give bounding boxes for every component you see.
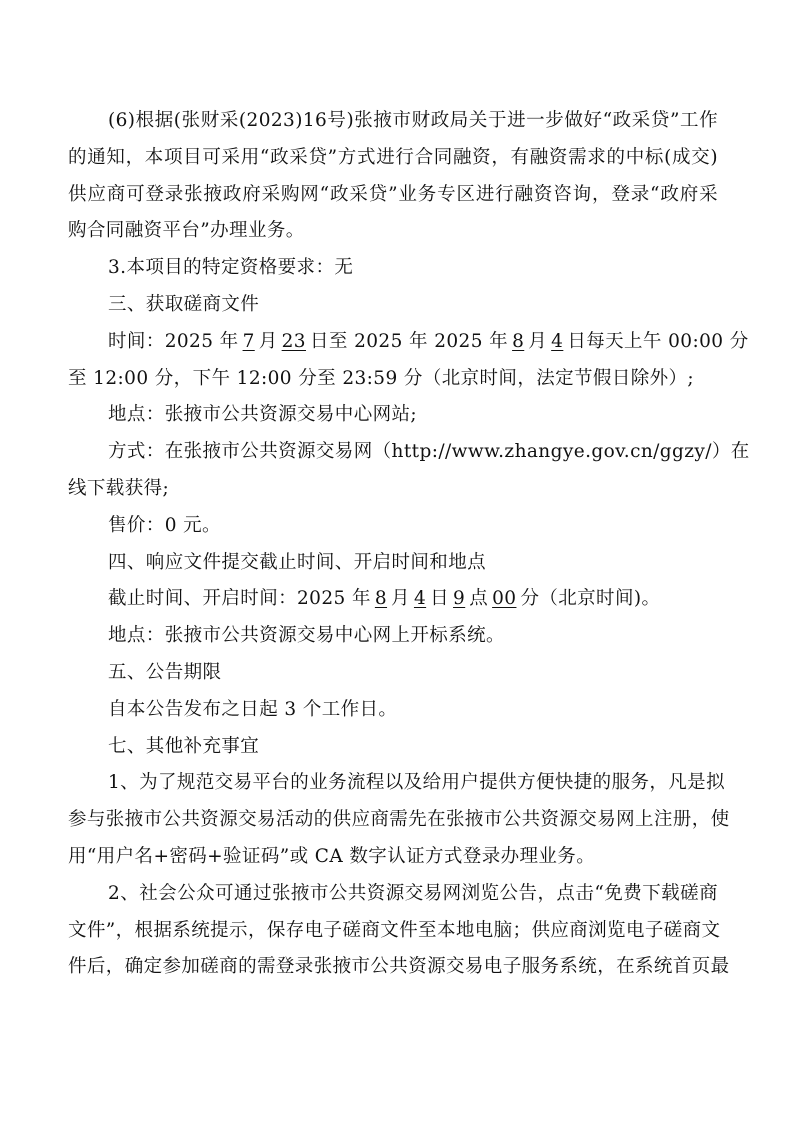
paragraph-line: 参与张掖市公共资源交易活动的供应商需先在张掖市公共资源交易网上注册，使 — [68, 809, 730, 831]
deadline-text: 点 — [469, 588, 489, 610]
section-heading-5: 五、公告期限 — [108, 661, 222, 683]
end-month: 8 — [512, 330, 525, 352]
section-heading-3: 三、获取磋商文件 — [108, 293, 260, 315]
deadline-month: 8 — [374, 588, 388, 610]
price-line: 售价：0 元。 — [108, 514, 221, 536]
time-line — [68, 324, 749, 361]
paragraph-line: 2、社会公众可通过张掖市公共资源交易网浏览公告，点击“免费下载磋商 — [108, 882, 718, 904]
section-heading-4: 四、响应文件提交截止时间、开启时间和地点 — [108, 551, 487, 573]
time-prefix: 时间：2025 年 — [108, 330, 239, 352]
paragraph-line: 用“用户名+密码+验证码”或 CA 数字认证方式登录办理业务。 — [68, 845, 596, 867]
paragraph-line: 件后，确定参加磋商的需登录张掖市公共资源交易电子服务系统，在系统首页最 — [68, 956, 730, 978]
paragraph-line: 的通知，本项目可采用“政采贷”方式进行合同融资，有融资需求的中标(成交) — [68, 146, 718, 168]
time-text: 月 — [528, 330, 548, 352]
time-text: 月 — [258, 330, 278, 352]
notice-period-line: 自本公告发布之日起 3 个工作日。 — [108, 698, 398, 720]
time-line-2: 至 12:00 分，下午 12:00 分至 23:59 分（北京时间，法定节假日除外）; — [68, 367, 695, 389]
end-day: 4 — [551, 330, 564, 352]
start-month: 7 — [242, 330, 255, 352]
opening-location-line: 地点：张掖市公共资源交易中心网上开标系统。 — [108, 625, 505, 647]
deadline-hour: 9 — [453, 588, 466, 610]
method-line-2: 线下载获得; — [68, 477, 170, 499]
deadline-text: 日 — [430, 588, 450, 610]
deadline-text: 月 — [391, 588, 410, 610]
paragraph-line: 文件”，根据系统提示，保存电子磋商文件至本地电脑；供应商浏览电子磋商文 — [68, 919, 721, 941]
paragraph-line: 供应商可登录张掖政府采购网“政采贷”业务专区进行融资咨询，登录“政府采 — [68, 183, 718, 205]
deadline-minute: 00 — [492, 588, 517, 610]
start-day: 23 — [281, 330, 306, 352]
deadline-suffix: 分（北京时间)。 — [520, 588, 661, 610]
document-body — [68, 103, 750, 986]
method-line: 方式：在张掖市公共资源交易网（http://www.zhangye.gov.cn/ggzy/）在 — [108, 441, 750, 463]
paragraph-line: 购合同融资平台”办理业务。 — [68, 220, 305, 242]
deadline-day: 4 — [413, 588, 427, 610]
section-heading-7: 七、其他补充事宜 — [108, 735, 260, 757]
time-suffix: 日每天上午 00:00 分 — [567, 330, 749, 352]
deadline-prefix: 截止时间、开启时间：2025 年 — [108, 588, 371, 610]
qualification-line: 3.本项目的特定资格要求：无 — [108, 257, 354, 279]
location-line: 地点：张掖市公共资源交易中心网站; — [108, 404, 418, 426]
time-text: 日至 2025 年 2025 年 — [309, 330, 509, 352]
paragraph-line: 1、为了规范交易平台的业务流程以及给用户提供方便快捷的服务，凡是拟 — [108, 772, 725, 794]
deadline-line — [68, 581, 718, 618]
paragraph-line: (6)根据(张财采(2023)16号)张掖市财政局关于进一步做好“政采贷”工作 — [108, 110, 718, 131]
